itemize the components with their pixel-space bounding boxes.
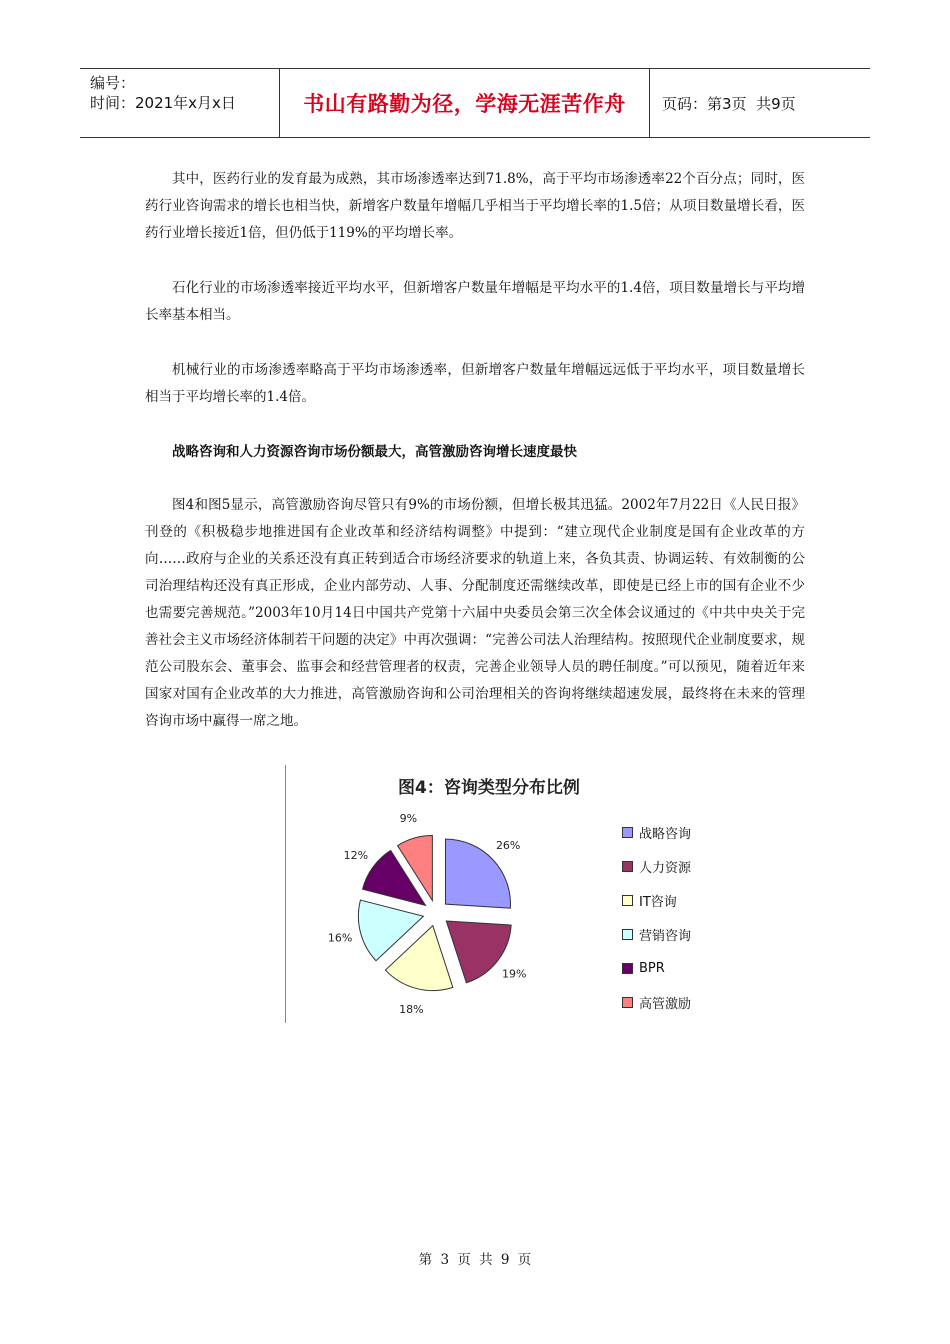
paragraph-executive-incentive: 图4和图5显示，高管激励咨询尽管只有9%的市场份额，但增长极其迅猛。2002年7月22日《人民日报》刊登的《积极稳步地推进国有企业改革和经济结构调整》中提到：“建立现代企业制度是国有企业改革的方向……政府与企业的关系还没有真正转到适合市场经济要求的轨道上来，各负其责、协调运转、有效制衡的公司治理结构还没有真正形成，企业内部劳动、人事、分配制度还需继续改革，即使是已经上市的国有企业不少也需要完善规范。”2003年10月14日中国共产党第十六届中央委员会第三次全体会议通过的《中共中央关于完善社会主义市场经济体制若干问题的决定》中再次强调：“完善公司法人治理结构。按照现代企业制度要求，规范公司股东会、董事会、监事会和经营管理者的权责，完善企业领导人员的聘任制度。”可以预见，随着近年来国家对国有企业改革的大力推进，高管激励咨询和公司治理相关的咨询将继续超速发展，最终将在未来的管理咨询市场中赢得一席之地。 <box>145 497 805 729</box>
header-page-info <box>650 69 870 137</box>
pie-data-label-5: 9% <box>399 811 418 825</box>
legend-swatch-1 <box>622 861 633 872</box>
legend-swatch-3 <box>622 929 633 940</box>
time-label: 时间：2021年x月x日 <box>90 94 236 112</box>
pie-chart-figure-4 <box>285 765 716 1023</box>
pie-data-label-1: 19% <box>501 967 527 981</box>
legend-item-5 <box>622 985 691 1019</box>
chart-legend <box>622 815 691 1019</box>
page-label: 页码：第3页 共9页 <box>662 94 796 113</box>
legend-label-3: 营销咨询 <box>639 928 692 944</box>
chart-title: 图4：咨询类型分布比例 <box>398 778 580 798</box>
legend-swatch-0 <box>622 827 633 838</box>
paragraph-pharma: 其中，医药行业的发育最为成熟，其市场渗透率达到71.8%，高于平均市场渗透率22个百分点；同时，医药行业咨询需求的增长也相当快，新增客户数量年增幅几乎相当于平均增长率的1.5倍；从项目数量增长看，医药行业增长接近1倍，但仍低于119%的平均增长率。 <box>145 171 805 241</box>
pie-data-label-0: 26% <box>495 839 521 853</box>
legend-label-0: 战略咨询 <box>639 826 692 842</box>
legend-item-1 <box>622 849 691 883</box>
section-heading: 战略咨询和人力资源咨询市场份额最大，高管激励咨询增长速度最快 <box>172 444 577 460</box>
header-motto: 书山有路勤为径，学海无涯苦作舟 <box>280 69 650 137</box>
legend-label-1: 人力资源 <box>639 860 692 876</box>
legend-swatch-4 <box>622 963 633 974</box>
legend-item-4 <box>622 951 691 985</box>
legend-label-2: IT咨询 <box>639 894 677 910</box>
paragraph-petrochem: 石化行业的市场渗透率接近平均水平，但新增客户数量年增幅是平均水平的1.4倍，项目数量增长与平均增长率基本相当。 <box>145 280 805 323</box>
number-label: 编号： <box>90 74 136 92</box>
document-body <box>145 166 805 763</box>
legend-item-2 <box>622 883 691 917</box>
pie-data-label-2: 18% <box>399 1002 424 1016</box>
legend-label-4: BPR <box>639 960 665 976</box>
pie-data-label-3: 16% <box>327 931 353 945</box>
legend-item-3 <box>622 917 691 951</box>
legend-swatch-2 <box>622 895 633 906</box>
pie-data-label-4: 12% <box>343 848 369 862</box>
page-footer: 第 3 页 共 9 页 <box>418 1252 532 1268</box>
page-header <box>80 68 870 138</box>
legend-label-5: 高管激励 <box>639 996 692 1012</box>
legend-swatch-5 <box>622 997 633 1008</box>
paragraph-machinery: 机械行业的市场渗透率略高于平均市场渗透率，但新增客户数量年增幅远远低于平均水平，项目数量增长相当于平均增长率的1.4倍。 <box>145 362 805 405</box>
header-meta <box>80 69 280 137</box>
legend-item-0 <box>622 815 691 849</box>
